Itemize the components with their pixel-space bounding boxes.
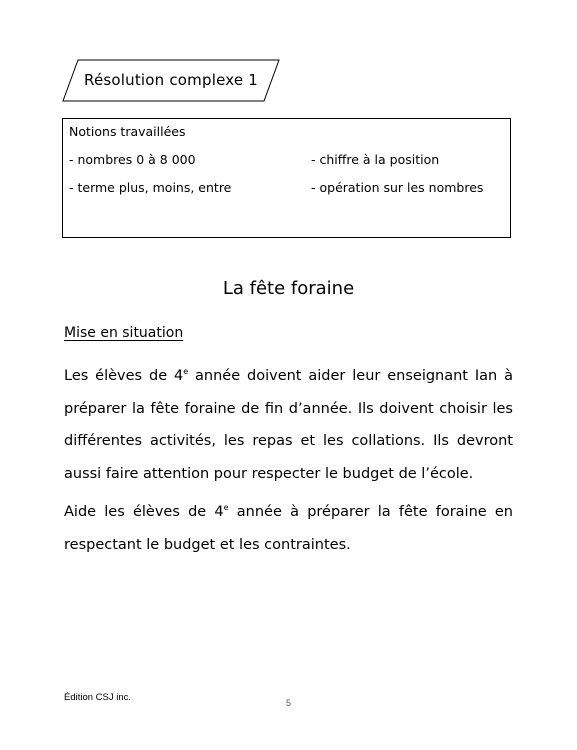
ordinal-superscript: e [183, 367, 189, 376]
task-paragraph [64, 496, 513, 561]
notions-title: Notions travaillées [69, 124, 186, 139]
notion-item: - terme plus, moins, entre [69, 180, 232, 195]
paragraph-text: année à préparer la fête foraine en respectant le budget et les contraintes. [64, 504, 513, 553]
paragraph-text: année doivent aider leur enseignant Ian à préparer la fête foraine de fin d’année. Ils doivent choisir les différentes activités, les repas et les collations. Ils devront aussi faire attention pour respecter le budget de l’école. [64, 368, 513, 482]
banner-title: Résolution complexe 1 [84, 71, 258, 89]
title-banner [62, 59, 280, 102]
edition-label: Édition CSJ inc. [64, 692, 132, 703]
paragraph-text: Aide les élèves de 4 [64, 504, 224, 520]
situation-paragraph [64, 360, 513, 490]
page-title: La fête foraine [222, 278, 355, 299]
notion-item: - nombres 0 à 8 000 [69, 152, 196, 167]
paragraph-text: Les élèves de 4 [64, 368, 184, 384]
section-label: Mise en situation [64, 325, 184, 341]
notions-box [62, 118, 511, 238]
ordinal-superscript: e [223, 503, 229, 512]
notion-item: - chiffre à la position [311, 152, 440, 167]
notion-item: - opération sur les nombres [311, 180, 484, 195]
page-number: 5 [285, 698, 291, 708]
